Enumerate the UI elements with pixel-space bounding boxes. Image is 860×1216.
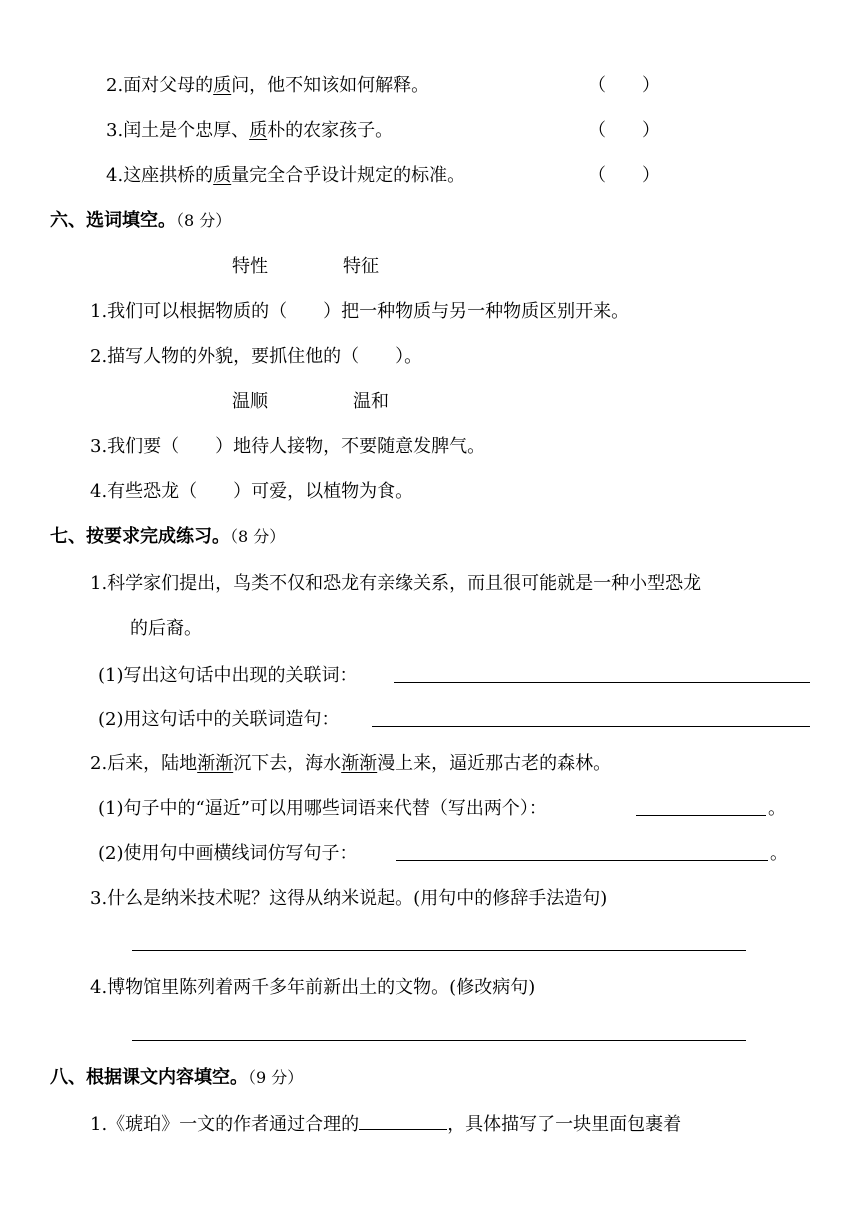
underlined-word: 渐渐 bbox=[341, 753, 378, 774]
q7-item-3: 3.什么是纳米技术呢？这得从纳米说起。(用句中的修辞手法造句) bbox=[90, 888, 608, 909]
answer-paren[interactable]: （ ） bbox=[588, 120, 660, 141]
answer-line[interactable] bbox=[636, 815, 766, 816]
section-score: （8 分） bbox=[176, 211, 232, 230]
word-choice: 温和 bbox=[353, 391, 389, 412]
answer-line[interactable] bbox=[132, 950, 746, 951]
underlined-word: 渐渐 bbox=[197, 753, 234, 774]
answer-line[interactable] bbox=[132, 1040, 746, 1041]
q7-item-1-sub-1: (1)写出这句话中出现的关联词： bbox=[98, 665, 358, 686]
q8-item-1: 1.《琥珀》一文的作者通过合理的 ，具体描写了一块里面包裹着 bbox=[90, 1111, 681, 1137]
q5-item-2: 2.面对父母的质问，他不知该如何解释。 bbox=[106, 75, 430, 96]
fill-blank[interactable] bbox=[359, 1111, 447, 1130]
section-6-heading bbox=[50, 209, 231, 233]
q6-item-3: 3.我们要（ ）地待人接物，不要随意发脾气。 bbox=[90, 436, 486, 457]
period: 。 bbox=[770, 843, 788, 864]
q7-item-2-sub-1: (1)句子中的“逼近”可以用哪些词语来代替（写出两个）： bbox=[98, 798, 547, 819]
q5-item-4: 4.这座拱桥的质量完全合乎设计规定的标准。 bbox=[106, 165, 466, 186]
word-choice: 特征 bbox=[343, 256, 379, 277]
q7-item-1-line-1: 1.科学家们提出，鸟类不仅和恐龙有亲缘关系，而且很可能就是一种小型恐龙 bbox=[90, 573, 702, 594]
section-score: （9 分） bbox=[248, 1068, 304, 1087]
q7-item-2-sub-2: (2)使用句中画横线词仿写句子： bbox=[98, 843, 358, 864]
underlined-char: 质 bbox=[213, 165, 232, 186]
section-title: 八、根据课文内容填空。 bbox=[50, 1067, 248, 1088]
section-score: （8 分） bbox=[230, 527, 286, 546]
period: 。 bbox=[768, 798, 786, 819]
word-choice: 特性 bbox=[232, 256, 268, 277]
section-7-heading bbox=[50, 525, 285, 549]
q7-item-1-sub-2: (2)用这句话中的关联词造句： bbox=[98, 709, 340, 730]
word-choice: 温顺 bbox=[232, 391, 268, 412]
underlined-char: 质 bbox=[249, 120, 268, 141]
answer-paren[interactable]: （ ） bbox=[588, 165, 660, 186]
q6-item-4: 4.有些恐龙（ ）可爱，以植物为食。 bbox=[90, 481, 414, 502]
q7-item-2: 2.后来，陆地渐渐沉下去，海水渐渐漫上来，逼近那古老的森林。 bbox=[90, 753, 612, 774]
q5-item-3: 3.闰土是个忠厚、质朴的农家孩子。 bbox=[106, 120, 394, 141]
q7-item-1-line-2: 的后裔。 bbox=[130, 618, 202, 639]
q6-item-2: 2.描写人物的外貌，要抓住他的（ ）。 bbox=[90, 346, 423, 367]
q7-item-4: 4.博物馆里陈列着两千多年前新出土的文物。(修改病句) bbox=[90, 977, 536, 998]
section-title: 七、按要求完成练习。 bbox=[50, 526, 230, 547]
section-8-heading bbox=[50, 1066, 303, 1090]
answer-line[interactable] bbox=[394, 682, 810, 683]
section-title: 六、选词填空。 bbox=[50, 210, 176, 231]
answer-paren[interactable]: （ ） bbox=[588, 75, 660, 96]
answer-line[interactable] bbox=[396, 860, 768, 861]
q6-item-1: 1.我们可以根据物质的（ ）把一种物质与另一种物质区别开来。 bbox=[90, 301, 630, 322]
answer-line[interactable] bbox=[372, 726, 810, 727]
underlined-char: 质 bbox=[213, 75, 232, 96]
